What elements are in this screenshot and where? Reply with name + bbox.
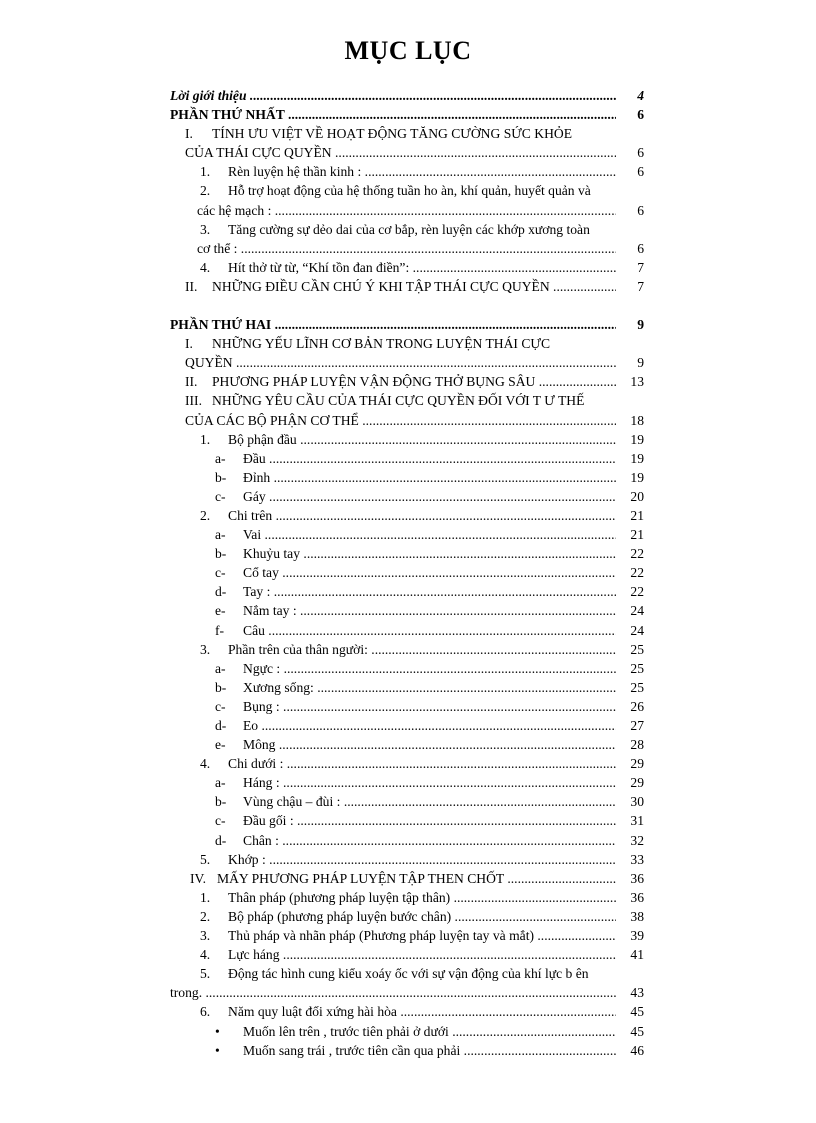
toc-entry-number: 2.	[200, 183, 211, 199]
toc-entry-page: 33	[628, 850, 644, 869]
toc-entry-text: Chi trên .....	[228, 506, 616, 525]
toc-entry-page: 9	[635, 353, 644, 372]
toc-entry[interactable]	[170, 888, 644, 907]
toc-entry-number: 5.	[200, 851, 211, 867]
toc-entry-page: 6	[635, 201, 644, 220]
toc-entry-text: Cổ tay .....	[243, 563, 616, 582]
toc-entry[interactable]	[170, 907, 644, 926]
toc-entry-number: e-	[215, 603, 226, 619]
toc-entry-page: 28	[628, 735, 644, 754]
page-title: MỤC LỤC	[344, 36, 472, 65]
toc-entry-page: 22	[628, 544, 644, 563]
toc-entry-page: 46	[628, 1041, 644, 1060]
toc-entry-number: d-	[215, 584, 227, 600]
toc-entry-text: CỦA THÁI CỰC QUYỀN .....	[185, 143, 616, 162]
toc-entry[interactable]	[170, 659, 644, 678]
toc-entry-text: Bộ phận đầu .....	[228, 430, 616, 449]
toc-entry-number: d-	[215, 832, 227, 848]
toc-entry[interactable]	[170, 143, 644, 162]
toc-entry-page: 31	[628, 811, 644, 830]
toc-entry-text: Hít thở từ từ, “Khí tồn đan điền”: .....	[228, 258, 616, 277]
toc-entry[interactable]	[170, 754, 644, 773]
toc-entry-page: 45	[628, 1002, 644, 1021]
toc-entry-number: IV.	[190, 870, 206, 886]
toc-entry-page: 26	[628, 697, 644, 716]
toc-entry-page: 43	[628, 983, 644, 1002]
toc-entry-number: 6.	[200, 1004, 211, 1020]
toc-entry[interactable]	[170, 506, 644, 525]
toc-entry-page: 22	[628, 582, 644, 601]
toc-entry[interactable]	[170, 544, 644, 563]
table-of-contents	[170, 86, 644, 1060]
toc-entry-text: Bụng : .....	[243, 697, 616, 716]
toc-entry[interactable]	[170, 449, 644, 468]
toc-entry-text: Lời giới thiệu .....	[170, 86, 616, 105]
toc-entry-page: 32	[628, 831, 644, 850]
toc-entry[interactable]	[170, 601, 644, 620]
toc-entry[interactable]	[170, 468, 644, 487]
toc-entry-text: Vai .....	[243, 525, 616, 544]
toc-entry-page: 29	[628, 754, 644, 773]
toc-entry-number: 5.	[200, 966, 211, 982]
toc-entry-page: 6	[635, 162, 644, 181]
toc-entry-page: 13	[628, 372, 644, 391]
toc-entry-text: Năm quy luật đối xứng hài hòa .....	[228, 1002, 616, 1021]
toc-entry[interactable]	[170, 181, 644, 200]
toc-entry[interactable]	[170, 582, 644, 601]
toc-entry[interactable]	[170, 945, 644, 964]
toc-entry-number: 1.	[200, 164, 211, 180]
toc-entry[interactable]	[170, 220, 644, 239]
toc-entry-number: c-	[215, 698, 226, 714]
toc-entry-text: Đầu gối : .....	[243, 811, 616, 830]
toc-entry-page: 20	[628, 487, 644, 506]
toc-entry[interactable]	[170, 773, 644, 792]
toc-entry-page: 29	[628, 773, 644, 792]
toc-entry-page: 39	[628, 926, 644, 945]
toc-entry[interactable]	[170, 1002, 644, 1021]
toc-entry[interactable]	[170, 201, 644, 220]
toc-entry-text: Muốn sang trái , trước tiên cần qua phải .....	[243, 1041, 616, 1060]
toc-entry-number: II.	[185, 278, 198, 294]
toc-entry-text: PHƯƠNG PHÁP LUYỆN VẬN ĐỘNG THỞ BỤNG SÂU .....	[212, 372, 616, 391]
toc-entry-text: Khuỷu tay .....	[243, 544, 616, 563]
toc-entry-page: 21	[628, 525, 644, 544]
toc-entry-text: Mông .....	[243, 735, 616, 754]
toc-entry[interactable]	[170, 640, 644, 659]
toc-entry-page: 36	[628, 888, 644, 907]
toc-entry-text: NHỮNG YẾU LĨNH CƠ BẢN TRONG LUYỆN THÁI CỰC	[212, 336, 551, 352]
toc-entry-number: I.	[185, 336, 193, 352]
toc-entry[interactable]	[170, 678, 644, 697]
toc-entry-page: 36	[628, 869, 644, 888]
toc-entry-text: Hỗ trợ hoạt động của hệ thống tuần ho àn, khí quản, huyết quản và	[228, 183, 591, 199]
toc-entry-number: 3.	[200, 221, 211, 237]
toc-entry[interactable]	[170, 430, 644, 449]
toc-entry-number: a-	[215, 450, 226, 466]
toc-entry-page: 25	[628, 640, 644, 659]
toc-entry-number: b-	[215, 469, 227, 485]
toc-entry-page: 6	[635, 105, 644, 124]
toc-entry-page: 22	[628, 563, 644, 582]
toc-entry-text: Rèn luyện hệ thần kinh : .....	[228, 162, 616, 181]
toc-entry-page: 27	[628, 716, 644, 735]
toc-entry-number: •	[215, 1042, 220, 1058]
toc-entry-number: a-	[215, 660, 226, 676]
toc-entry-number: f-	[215, 622, 225, 638]
toc-entry-page: 45	[628, 1022, 644, 1041]
toc-entry[interactable]	[170, 716, 644, 735]
toc-entry[interactable]	[170, 487, 644, 506]
toc-entry[interactable]	[170, 334, 644, 353]
toc-entry-number: 3.	[200, 641, 211, 657]
toc-entry-page: 24	[628, 601, 644, 620]
toc-entry[interactable]	[170, 372, 644, 391]
toc-entry-number: 4.	[200, 259, 211, 275]
toc-entry[interactable]	[170, 391, 644, 410]
toc-entry-text: PHẦN THỨ HAI .....	[170, 315, 616, 334]
toc-entry-text: Đỉnh .....	[243, 468, 616, 487]
toc-entry-text: Nắm tay : .....	[243, 601, 616, 620]
toc-entry-number: I.	[185, 126, 193, 142]
toc-entry-page: 38	[628, 907, 644, 926]
toc-entry-text: Háng : .....	[243, 773, 616, 792]
toc-entry-text: Khớp : .....	[228, 850, 616, 869]
toc-entry[interactable]	[170, 277, 644, 296]
toc-entry-page: 7	[635, 258, 644, 277]
toc-entry-number: a-	[215, 775, 226, 791]
toc-entry-number: II.	[185, 374, 198, 390]
toc-entry-number: 4.	[200, 947, 211, 963]
toc-entry[interactable]	[170, 162, 644, 181]
toc-entry-number: e-	[215, 737, 226, 753]
toc-entry[interactable]	[170, 983, 644, 1002]
toc-entry-number: b-	[215, 679, 227, 695]
toc-entry-page: 30	[628, 792, 644, 811]
toc-entry-number: III.	[185, 393, 202, 409]
toc-entry-number: 1.	[200, 431, 211, 447]
toc-entry[interactable]	[170, 1041, 644, 1060]
toc-entry-text: Bộ pháp (phương pháp luyện bước chân) .....	[228, 907, 616, 926]
toc-entry[interactable]	[170, 105, 644, 124]
toc-entry-page: 4	[635, 86, 644, 105]
toc-entry-number: 1.	[200, 889, 211, 905]
toc-entry-text: Muốn lên trên , trước tiên phải ở dưới .....	[243, 1022, 616, 1041]
toc-entry[interactable]	[170, 831, 644, 850]
toc-entry-page: 9	[635, 315, 644, 334]
toc-entry[interactable]	[170, 792, 644, 811]
toc-entry-text: NHỮNG YÊU CẦU CỦA THÁI CỰC QUYỀN ĐỐI VỚI T Ư THẾ	[212, 393, 585, 409]
toc-entry-number: d-	[215, 718, 227, 733]
toc-entry[interactable]	[170, 926, 644, 945]
toc-entry-number: 2.	[200, 507, 211, 523]
toc-entry[interactable]	[170, 124, 644, 143]
toc-entry-text: NHỮNG ĐIỀU CẦN CHÚ Ý KHI TẬP THÁI CỰC QUYỀN .....	[212, 277, 616, 296]
toc-entry[interactable]	[170, 86, 644, 105]
toc-entry-text: Xương sống: .....	[243, 678, 616, 697]
toc-entry[interactable]	[170, 811, 644, 830]
toc-entry-number: c-	[215, 813, 226, 829]
toc-entry-page: 7	[635, 277, 644, 296]
toc-entry[interactable]	[170, 525, 644, 544]
toc-entry-text: MẤY PHƯƠNG PHÁP LUYỆN TẬP THEN CHỐT .....	[217, 869, 616, 888]
toc-entry-text: TÍNH ƯU VIỆT VỀ HOẠT ĐỘNG TĂNG CƯỜNG SỨC KHỎE	[212, 126, 573, 142]
toc-entry[interactable]	[170, 239, 644, 258]
toc-entry-text: PHẦN THỨ NHẤT .....	[170, 105, 616, 124]
toc-entry-number: 4.	[200, 756, 211, 772]
toc-entry-text: Thủ pháp và nhãn pháp (Phương pháp luyện tay và mắt) .....	[228, 926, 616, 945]
toc-entry-page: 6	[635, 239, 644, 258]
toc-entry[interactable]	[170, 315, 644, 334]
toc-entry-text: Eo .....	[243, 716, 616, 735]
toc-entry-text: Đầu .....	[243, 449, 616, 468]
toc-entry-text: Thân pháp (phương pháp luyện tập thân) .....	[228, 888, 616, 907]
toc-entry-text: CỦA CÁC BỘ PHẬN CƠ THỂ .....	[185, 411, 616, 430]
toc-entry-number: b-	[215, 546, 227, 562]
toc-entry-text: Tay : .....	[243, 582, 616, 601]
toc-entry-page: 18	[628, 411, 644, 430]
toc-entry-text: Chi dưới : .....	[228, 754, 616, 773]
toc-entry-text: Câu .....	[243, 621, 616, 640]
toc-entry[interactable]	[170, 563, 644, 582]
toc-entry-text: cơ thể : .....	[197, 239, 616, 258]
toc-entry-text: Tăng cường sự dẻo dai của cơ bắp, rèn luyện các khớp xương toàn	[228, 221, 590, 237]
toc-entry[interactable]	[170, 869, 644, 888]
toc-entry-page: 24	[628, 621, 644, 640]
toc-entry-number: a-	[215, 527, 226, 543]
toc-entry-text: trong. .....	[170, 983, 616, 1002]
toc-entry[interactable]	[170, 353, 644, 372]
toc-entry-text: Vùng chậu – đùi : .....	[243, 792, 616, 811]
toc-entry-text: Lực háng .....	[228, 945, 616, 964]
toc-entry-text: Ngực : .....	[243, 659, 616, 678]
toc-entry[interactable]	[170, 258, 644, 277]
toc-entry[interactable]	[170, 697, 644, 716]
toc-entry-number: c-	[215, 565, 226, 581]
toc-entry-number: b-	[215, 794, 227, 810]
toc-entry[interactable]	[170, 411, 644, 430]
toc-entry-page: 19	[628, 449, 644, 468]
toc-entry-page: 19	[628, 468, 644, 487]
toc-entry-text: Gáy .....	[243, 487, 616, 506]
toc-entry-text: Động tác hình cung kiểu xoáy ốc với sự vận động của khí lực b ên	[228, 966, 589, 982]
toc-entry[interactable]	[170, 850, 644, 869]
toc-entry-page: 41	[628, 945, 644, 964]
toc-entry-text: các hệ mạch : .....	[197, 201, 616, 220]
toc-entry-page: 6	[635, 143, 644, 162]
toc-entry-number: 2.	[200, 908, 211, 924]
toc-entry-number: c-	[215, 488, 226, 504]
toc-entry-text: QUYỀN .....	[185, 353, 616, 372]
toc-entry-text: Chân : .....	[243, 831, 616, 850]
toc-entry-number: •	[215, 1023, 220, 1039]
toc-entry[interactable]	[170, 735, 644, 754]
toc-entry-page: 25	[628, 678, 644, 697]
toc-entry[interactable]	[170, 964, 644, 983]
toc-entry-number: 3.	[200, 928, 211, 944]
toc-entry-text: Phần trên của thân người: .....	[228, 640, 616, 659]
toc-entry[interactable]	[170, 1022, 644, 1041]
toc-entry-page: 21	[628, 506, 644, 525]
toc-entry-page: 19	[628, 430, 644, 449]
toc-entry[interactable]	[170, 621, 644, 640]
toc-entry-page: 25	[628, 659, 644, 678]
